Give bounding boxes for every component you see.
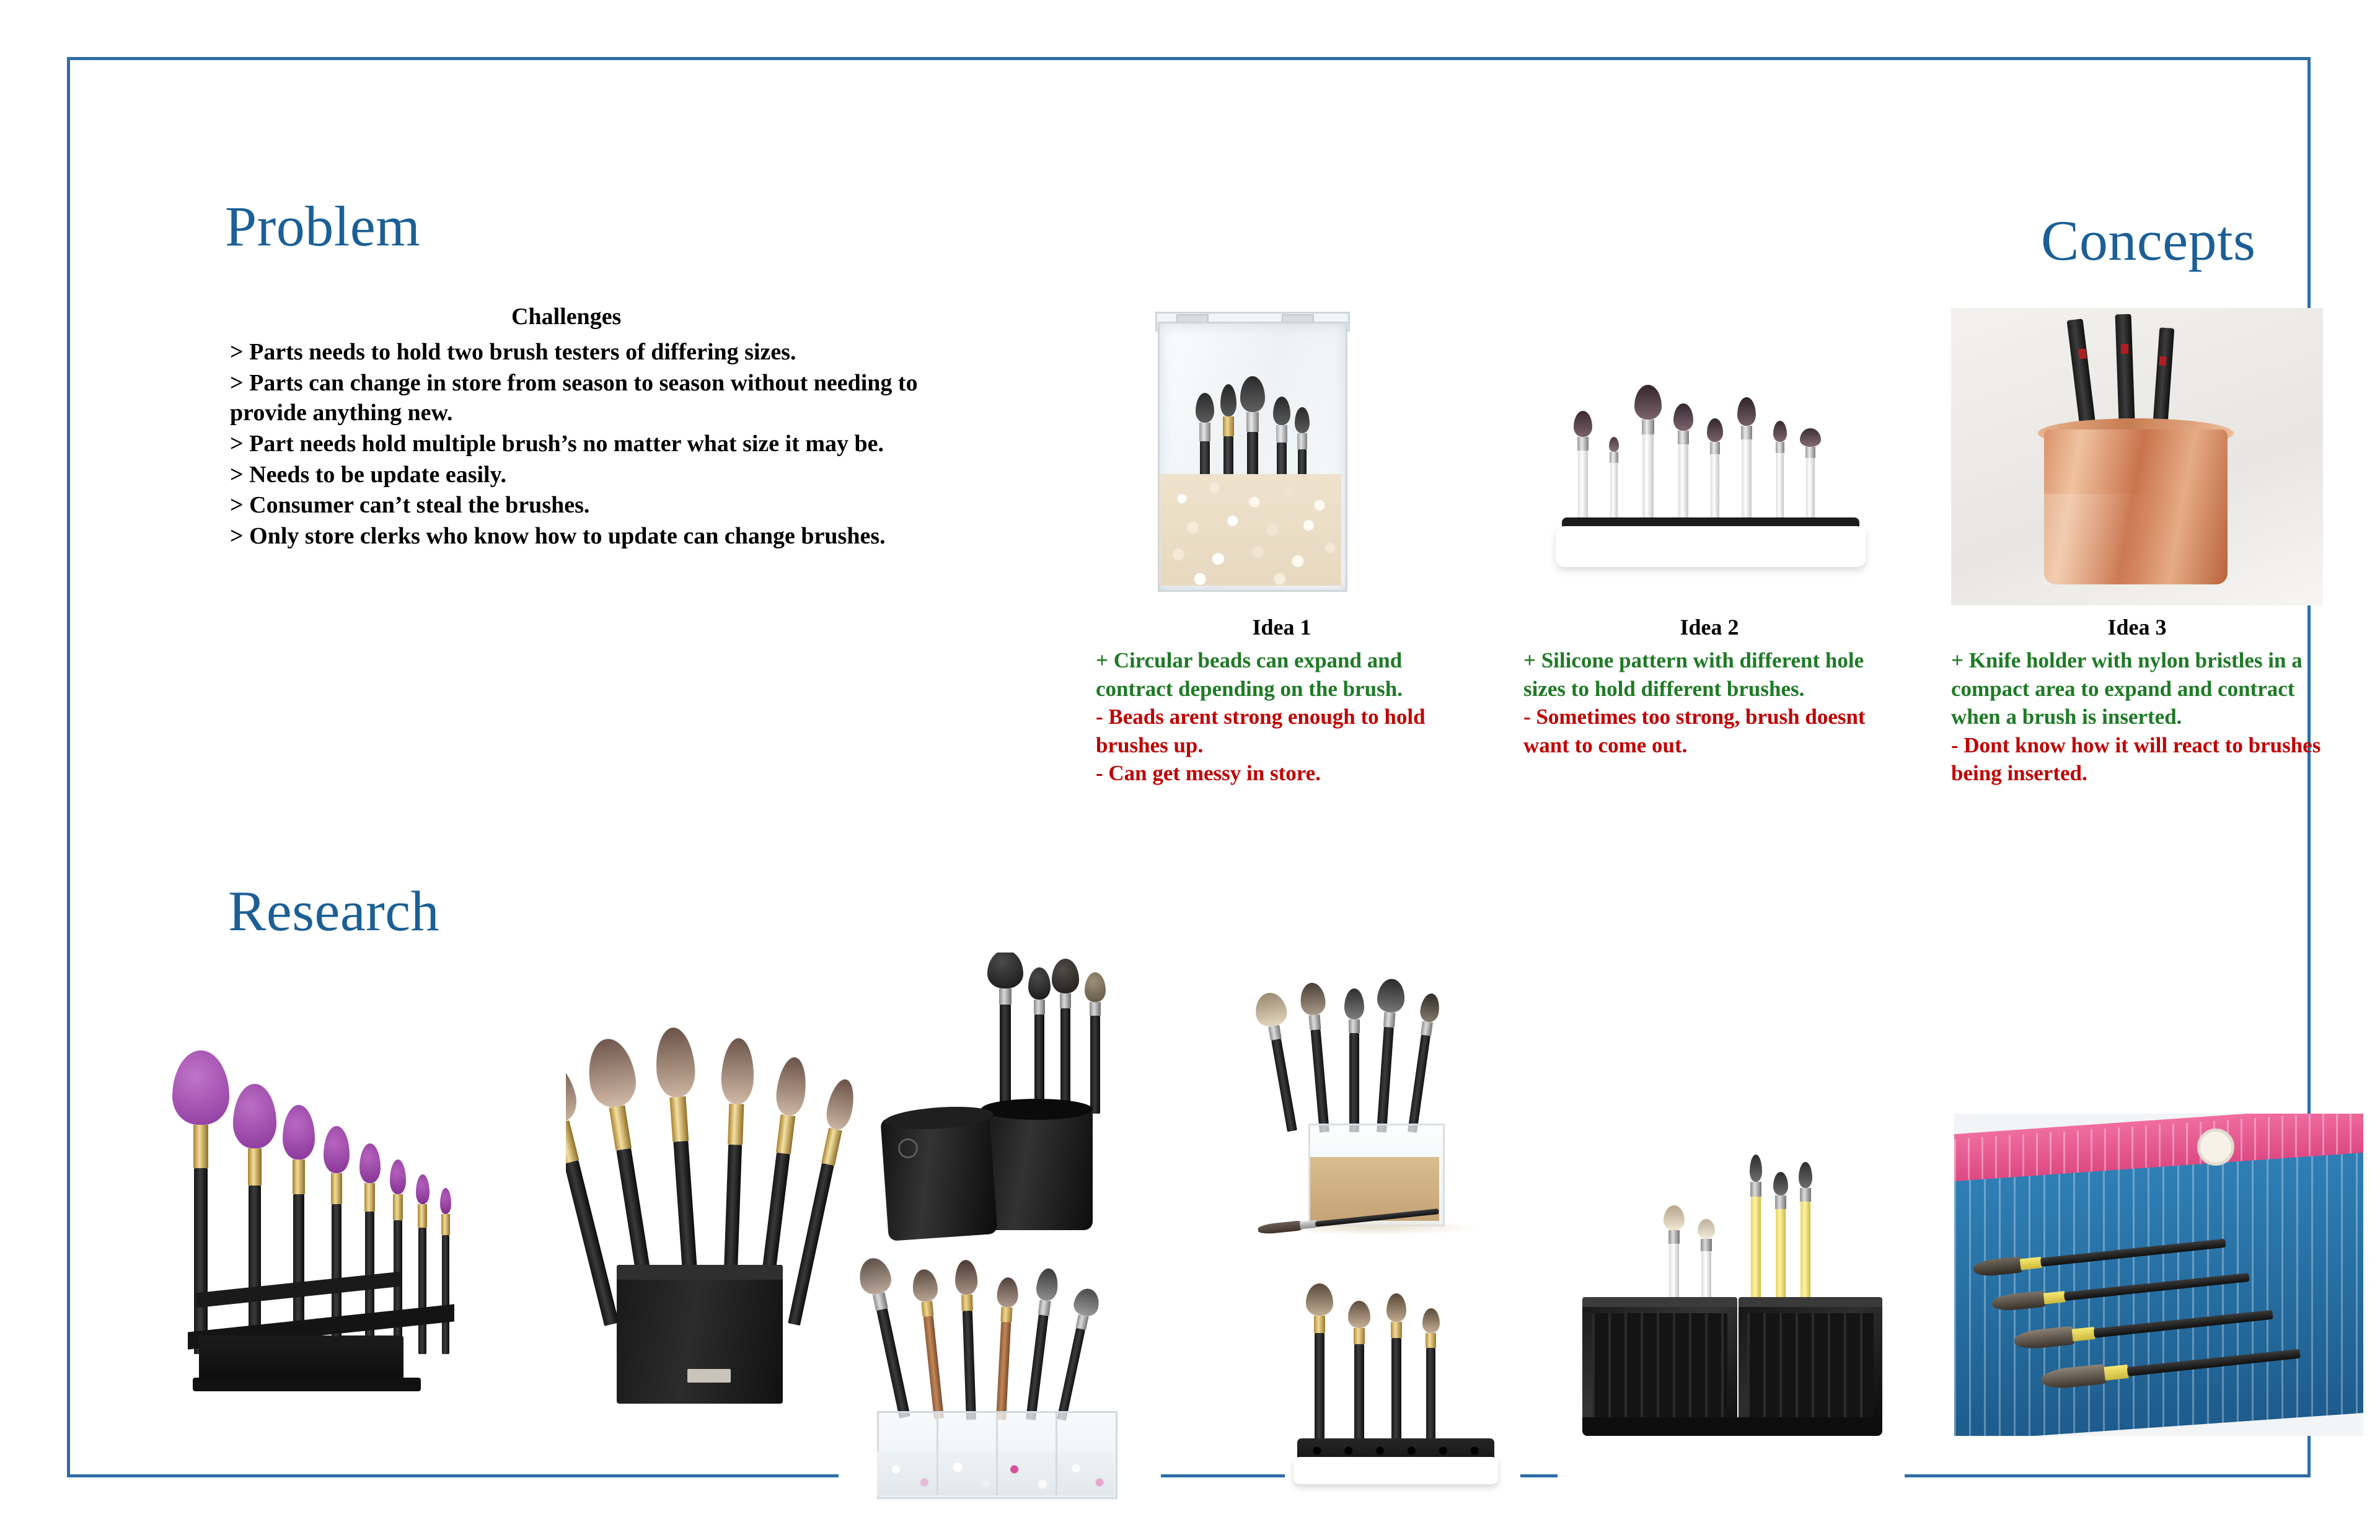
concept-notes — [1096, 646, 1468, 788]
concept-notes — [1523, 646, 1895, 759]
concept-pros — [1951, 646, 2323, 731]
challenge-item: > Parts can change in store from season to season without needing to provide anything new. — [230, 369, 918, 426]
concept-label: Idea 3 — [2107, 615, 2167, 640]
black-square-brush-holder-with-gold-brushes — [566, 1002, 876, 1405]
concept-cons — [1523, 703, 1895, 759]
con-item: - Dont know how it will react to brushes being inserted. — [1951, 733, 2321, 785]
challenge-item: > Part needs hold multiple brush’s no matter what size it may be. — [230, 430, 884, 457]
concept-cons — [1096, 703, 1468, 788]
concept-card-idea-2 — [1523, 308, 1895, 759]
section-title-concepts: Concepts — [2041, 209, 2256, 272]
bamboo-mat-brush-roll-with-yellow-brushes — [1954, 1114, 2363, 1436]
pro-item: + Knife holder with nylon bristles in a compact area to expand and contract when a brush is inserted. — [1951, 648, 2303, 729]
white-silicone-tray-brush-holder — [1285, 1275, 1520, 1498]
challenges-list — [230, 338, 927, 553]
tiered-black-brush-stand-with-purple-brushes — [169, 1027, 491, 1405]
con-item: - Beads arent strong enough to hold brushes up. — [1096, 705, 1426, 757]
copper-knife-block-photo — [1951, 308, 2323, 605]
silicone-tray-brush-holder-photo — [1523, 308, 1895, 605]
poster-board — [67, 57, 2321, 1477]
black-cylindrical-brush-tube-holders — [857, 953, 1155, 1250]
glass-cube-with-sand-and-brush — [1235, 977, 1527, 1250]
black-roll-up-brush-pouch — [1558, 1151, 1905, 1498]
pro-item: + Silicone pattern with different hole sizes to hold different brushes. — [1523, 648, 1864, 701]
concept-label: Idea 1 — [1252, 615, 1311, 640]
acrylic-box-with-pearls-photo — [1096, 308, 1468, 605]
con-item: - Can get messy in store. — [1096, 761, 1321, 785]
challenge-item: > Parts needs to hold two brush testers of differing sizes. — [230, 339, 796, 365]
challenge-item: > Needs to be update easily. — [230, 461, 506, 488]
challenge-item: > Only store clerks who know how to update can change brushes. — [230, 523, 886, 550]
concept-card-idea-1 — [1096, 308, 1468, 788]
concept-pros — [1523, 646, 1895, 703]
concept-card-idea-3 — [1951, 308, 2323, 788]
section-title-research: Research — [228, 879, 440, 943]
challenge-item: > Consumer can’t steal the brushes. — [230, 492, 590, 519]
section-title-problem: Problem — [225, 195, 421, 258]
con-item: - Sometimes too strong, brush doesnt want to come out. — [1523, 705, 1866, 757]
concept-notes — [1951, 646, 2323, 788]
concept-cons — [1951, 731, 2323, 788]
concept-pros — [1096, 646, 1468, 703]
acrylic-divider-tray-with-crystal-beads — [839, 1256, 1161, 1523]
concept-label: Idea 2 — [1680, 615, 1739, 640]
pro-item: + Circular beads can expand and contract depending on the brush. — [1096, 648, 1403, 701]
challenges-heading: Challenges — [511, 304, 622, 330]
